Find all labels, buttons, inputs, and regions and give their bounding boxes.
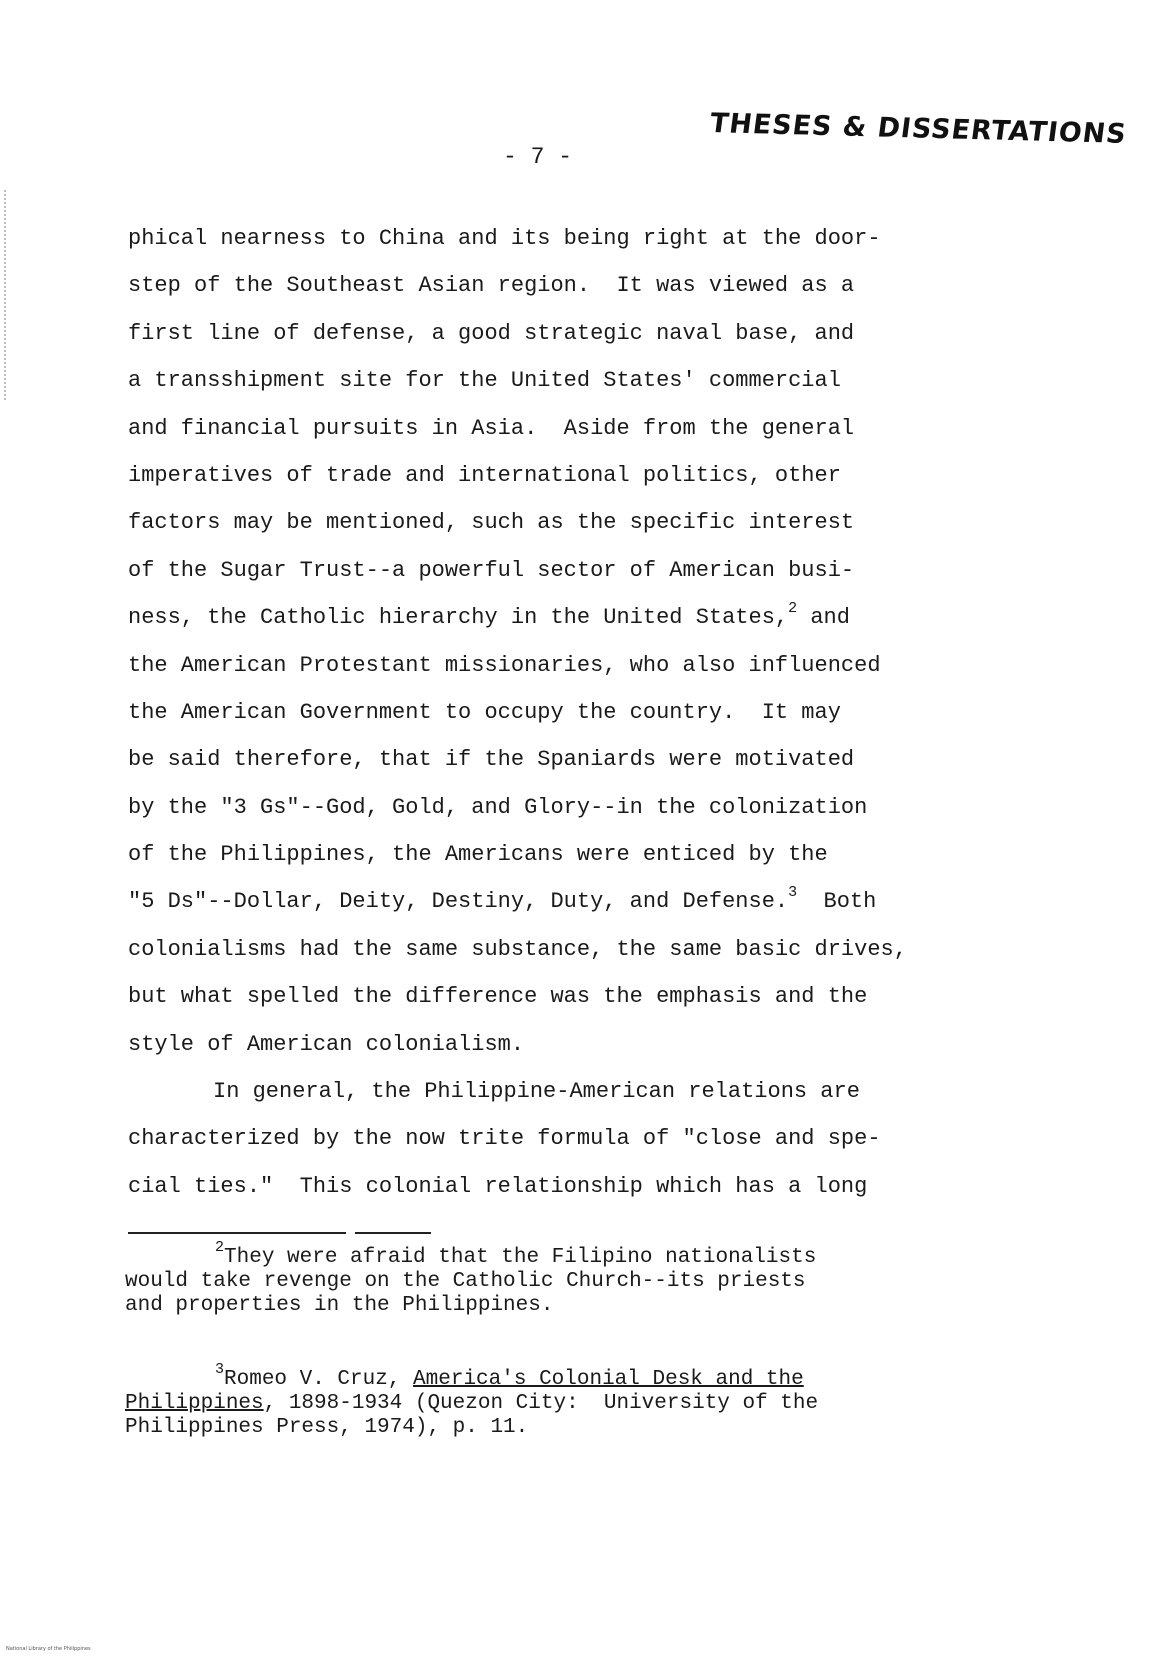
text-line: first line of defense, a good strategic naval base, and <box>128 320 855 346</box>
footnote-book-title: America's Colonial Desk and the <box>413 1368 804 1391</box>
text-line: of the Sugar Trust--a powerful sector of American busi- <box>128 557 855 583</box>
text-line: In general, the Philippine-American relations are <box>213 1079 860 1105</box>
footnote-text: They were afraid that the Filipino nationalists <box>224 1246 817 1269</box>
text-segment: ness, the Catholic hierarchy in the United States, <box>128 605 789 631</box>
text-line: cial ties." This colonial relationship which has a long <box>128 1173 868 1199</box>
page-number: - 7 - <box>503 144 573 170</box>
footnote-line <box>125 1360 1025 1392</box>
text-segment: Both <box>797 889 877 915</box>
footnote-ref-3: 3 <box>788 884 798 902</box>
theses-dissertations-stamp: THESES & DISSERTATIONS <box>707 108 1129 150</box>
text-segment: "5 Ds"--Dollar, Deity, Destiny, Duty, and Defense. <box>128 889 789 915</box>
footnote-author: Romeo V. Cruz, <box>224 1368 414 1391</box>
text-line: colonialisms had the same substance, the same basic drives, <box>128 936 907 962</box>
text-line: of the Philippines, the Americans were enticed by the <box>128 842 828 868</box>
text-line <box>128 878 1008 925</box>
text-line: characterized by the now trite formula of "close and spe- <box>128 1126 881 1152</box>
margin-scan-marks <box>4 190 10 400</box>
text-line: and financial pursuits in Asia. Aside from the general <box>128 415 855 441</box>
text-segment: and <box>797 605 850 631</box>
footnote-line <box>125 1238 1025 1270</box>
text-line: factors may be mentioned, such as the specific interest <box>128 510 855 536</box>
footnote-3 <box>125 1360 1025 1440</box>
text-line <box>128 594 1008 641</box>
text-line: by the "3 Gs"--God, Gold, and Glory--in the colonization <box>128 794 868 820</box>
text-line: step of the Southeast Asian region. It was viewed as a <box>128 273 855 299</box>
footnote-marker: 3 <box>215 1360 225 1378</box>
footnote-ref-2: 2 <box>788 599 798 617</box>
text-line: phical nearness to China and its being right at the door- <box>128 226 881 251</box>
text-line: style of American colonialism. <box>128 1031 525 1057</box>
text-line: be said therefore, that if the Spaniards were motivated <box>128 747 855 773</box>
text-line: but what spelled the difference was the emphasis and the <box>128 984 868 1010</box>
footnote-divider <box>355 1232 431 1234</box>
text-line: the American Protestant missionaries, who also influenced <box>128 652 881 678</box>
footnote-line: Philippines Press, 1974), p. 11. <box>125 1416 529 1439</box>
text-line: the American Government to occupy the country. It may <box>128 699 841 725</box>
footnote-divider <box>128 1232 346 1234</box>
footnote-marker: 2 <box>215 1238 225 1256</box>
text-line: imperatives of trade and international politics, other <box>128 462 841 488</box>
body-text <box>128 215 1008 1210</box>
footnote-text: , 1898-1934 (Quezon City: University of the <box>263 1392 819 1415</box>
text-line: a transshipment site for the United States' commercial <box>128 368 841 394</box>
footnote-2 <box>125 1238 1025 1318</box>
archive-credit: National Library of the Philippines <box>6 1646 91 1652</box>
footnote-line: would take revenge on the Catholic Church--its priests <box>125 1270 806 1293</box>
footnote-book-title: Philippines <box>125 1392 264 1415</box>
footnote-line <box>125 1392 1025 1416</box>
footnote-line: and properties in the Philippines. <box>125 1294 554 1317</box>
